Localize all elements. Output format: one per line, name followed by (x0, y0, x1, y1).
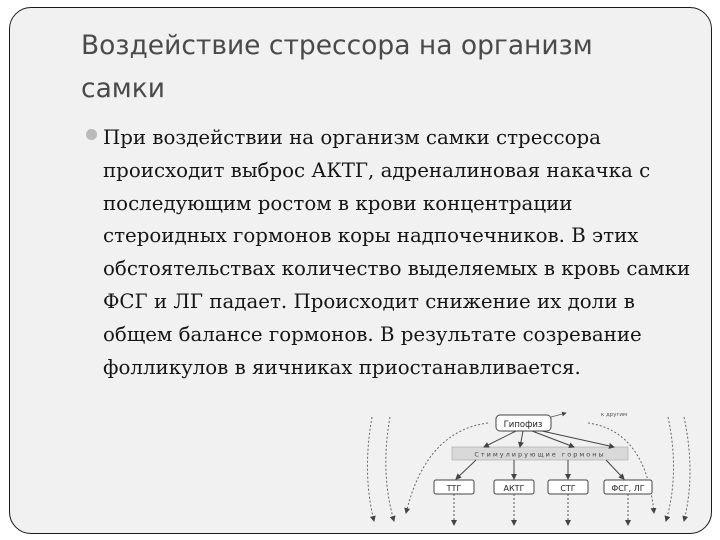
svg-text:ТТГ: ТТГ (446, 484, 462, 493)
stimulating-band-label: Стимулирующие гормоны (474, 450, 606, 459)
svg-text:АКТГ: АКТГ (503, 484, 525, 493)
hormone-box-aktg (494, 480, 534, 494)
slide-title: Воздействие стрессора на организм самки (81, 30, 593, 104)
svg-text:СТГ: СТГ (560, 484, 576, 493)
bullet-dot-icon (86, 129, 97, 140)
slide (9, 7, 712, 534)
hormone-diagram (366, 403, 691, 531)
bullet-text: При воздействии на организм самки стрессора происходит выброс АКТГ, адреналиновая накачка с последующим ростом в крови концентрации стероидных гормонов коры надпочечников. В этих обстоятельствах количество выделяемых в кровь самки ФСГ и ЛГ падает. Происходит снижение их доли в общем балансе гормонов. В результате созревание фолликулов в яичниках приостанавливается. (103, 126, 691, 379)
hormone-box-stg (548, 480, 588, 494)
hormone-box-ttg (434, 480, 474, 494)
node-hypophysis-label: Гипофиз (503, 420, 543, 430)
hormone-box-fsg-lg (604, 480, 652, 494)
side-note: к другим (600, 412, 628, 418)
svg-text:ФСГ, ЛГ: ФСГ, ЛГ (611, 484, 645, 493)
bullet-item (83, 122, 698, 384)
